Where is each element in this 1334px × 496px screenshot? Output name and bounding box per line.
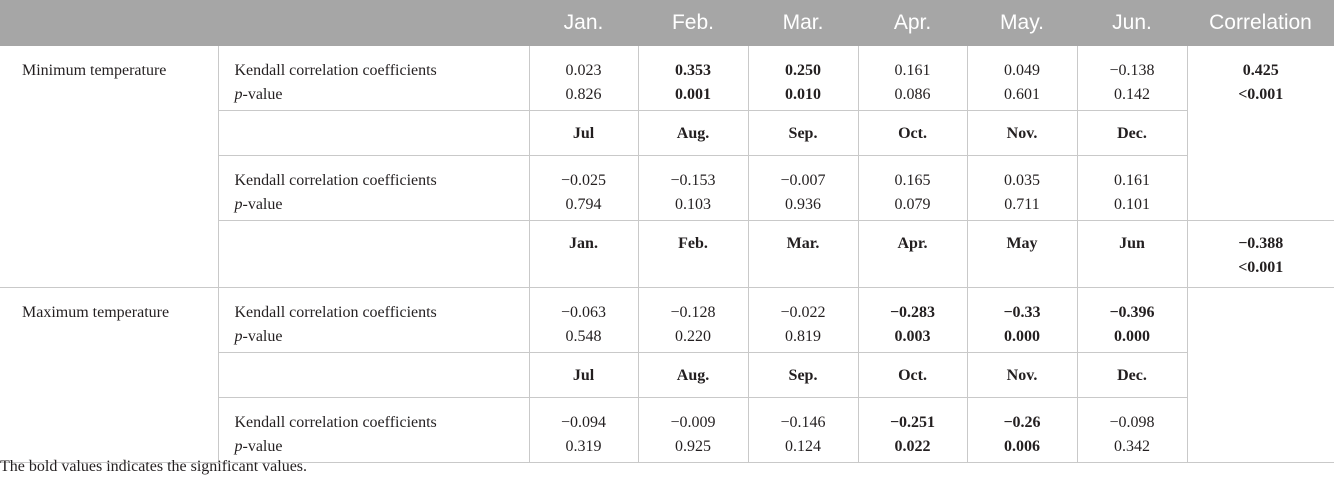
month-label: Nov. [967,353,1077,398]
value-cell: −0.009 0.925 [638,398,748,463]
row-label [218,288,529,353]
month-label: Aug. [638,111,748,156]
p-value-label: p-value [234,328,283,345]
p-value-label: p-value [234,196,283,213]
value-cell: −0.138 0.142 [1077,46,1187,111]
header-blank-label [218,1,529,46]
month-label: Apr. [858,221,967,288]
header-row [0,1,1334,46]
month-label: Sep. [748,353,858,398]
blank-cell [218,221,529,288]
header-month: Jan. [529,1,638,46]
month-label: Aug. [638,353,748,398]
month-label: Jul [529,111,638,156]
value-cell: 0.353 0.001 [638,46,748,111]
kendall-label: Kendall correlation coefficients [234,172,437,189]
table-row [0,288,1334,353]
kendall-label: Kendall correlation coefficients [234,414,437,431]
value-cell: 0.049 0.601 [967,46,1077,111]
month-label: Jan. [529,221,638,288]
value-cell: 0.161 0.101 [1077,156,1187,221]
value-cell: −0.022 0.819 [748,288,858,353]
kendall-label: Kendall correlation coefficients [234,62,437,79]
correlation-blank-cell [1187,288,1334,463]
value-cell: −0.128 0.220 [638,288,748,353]
table-row [0,46,1334,111]
header-blank-group [0,1,218,46]
kendall-label: Kendall correlation coefficients [234,304,437,321]
row-label [218,156,529,221]
value-cell: −0.098 0.342 [1077,398,1187,463]
value-cell: −0.025 0.794 [529,156,638,221]
value-cell: −0.146 0.124 [748,398,858,463]
value-cell: 0.165 0.079 [858,156,967,221]
group-label-minimum: Minimum temperature [0,46,218,288]
value-cell: 0.161 0.086 [858,46,967,111]
header-month: Jun. [1077,1,1187,46]
month-label: Feb. [638,221,748,288]
blank-cell [218,353,529,398]
header-month: Feb. [638,1,748,46]
month-label: May [967,221,1077,288]
p-value-label: p-value [234,86,283,103]
value-cell: −0.063 0.548 [529,288,638,353]
month-label: Dec. [1077,353,1187,398]
month-label: Mar. [748,221,858,288]
group-label-maximum: Maximum temperature [0,288,218,463]
value-cell: −0.283 0.003 [858,288,967,353]
value-cell: −0.33 0.000 [967,288,1077,353]
value-cell: −0.153 0.103 [638,156,748,221]
correlation-cell-maximum: −0.388 <0.001 [1187,221,1334,288]
value-cell: 0.035 0.711 [967,156,1077,221]
month-label: Jun [1077,221,1187,288]
header-month: Apr. [858,1,967,46]
header-correlation: Correlation [1187,1,1334,46]
table-footnote: The bold values indicates the significant values. [0,458,308,475]
month-label: Jul [529,353,638,398]
month-label: Oct. [858,111,967,156]
month-label: Nov. [967,111,1077,156]
row-label [218,398,529,463]
month-label: Sep. [748,111,858,156]
value-cell: −0.094 0.319 [529,398,638,463]
value-cell: −0.251 0.022 [858,398,967,463]
value-cell: −0.396 0.000 [1077,288,1187,353]
month-label: Oct. [858,353,967,398]
value-cell: −0.26 0.006 [967,398,1077,463]
value-cell: 0.023 0.826 [529,46,638,111]
header-month: Mar. [748,1,858,46]
p-value-label: p-value [234,438,283,455]
blank-cell [218,111,529,156]
month-label: Dec. [1077,111,1187,156]
header-month: May. [967,1,1077,46]
correlation-cell-minimum: 0.425 <0.001 [1187,46,1334,221]
value-cell: 0.250 0.010 [748,46,858,111]
value-cell: −0.007 0.936 [748,156,858,221]
row-label [218,46,529,111]
